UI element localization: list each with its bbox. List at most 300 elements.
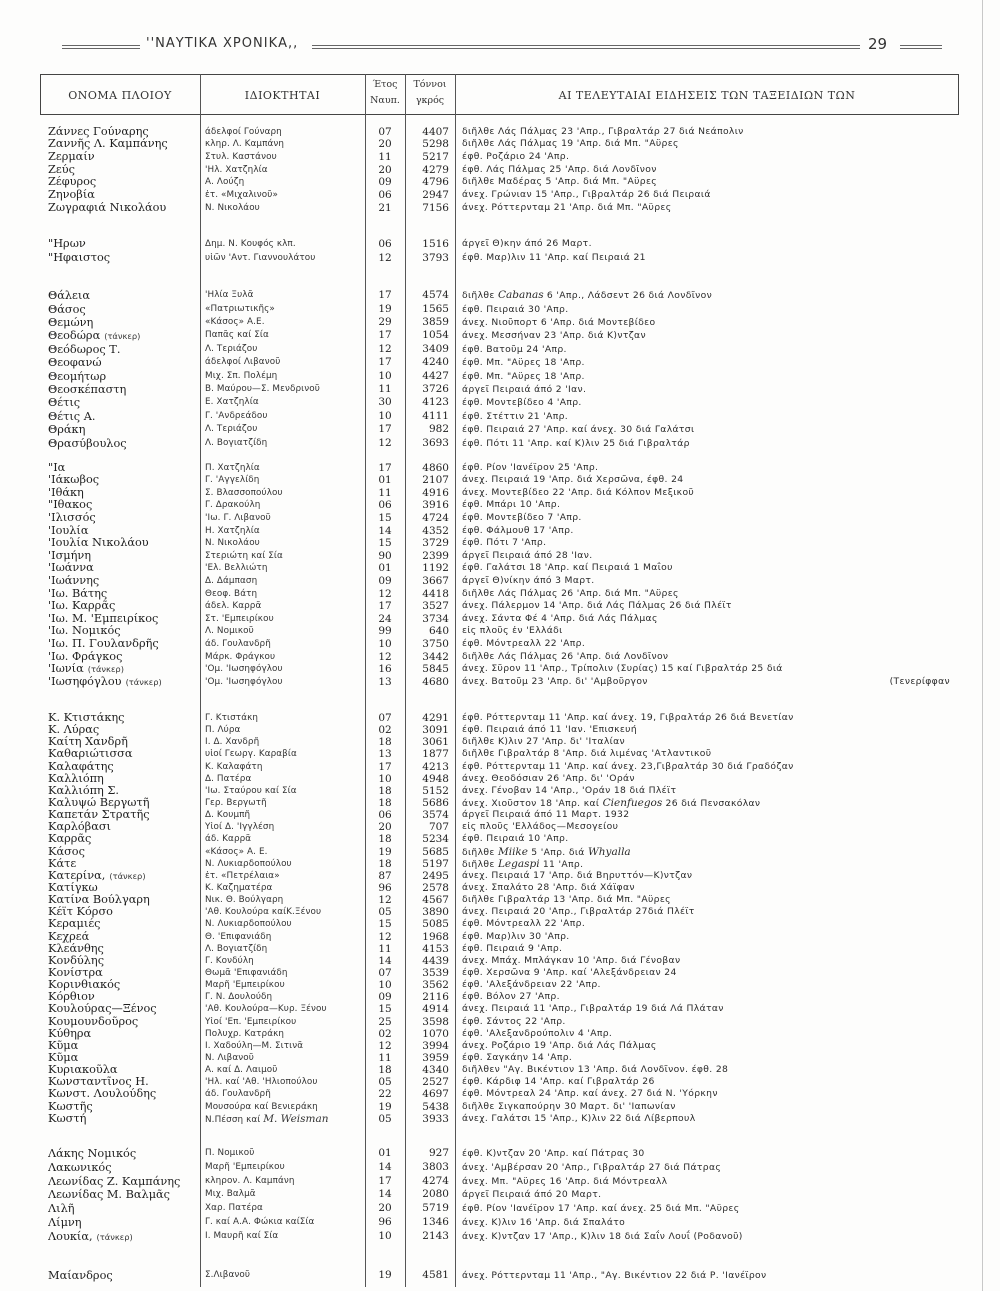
voyage-news-text: έφθ. Πειραιά 10 'Απρ.: [462, 833, 569, 845]
voyage-news-text: άργεῖ Θ)κην άπό 26 Μαρτ.: [462, 238, 592, 249]
gross-tonnage: 4291: [422, 712, 449, 724]
table-row: [0, 303, 1000, 316]
ship-name: [48, 289, 198, 302]
build-year: 96: [378, 881, 392, 894]
gross-tonnage: 2143: [422, 1229, 449, 1242]
gross-tonnage: 4916: [422, 486, 449, 499]
ship-name-text: Θεοφανώ: [48, 356, 102, 370]
voyage-news-text: έφθ. Πειραιά 9 'Απρ.: [462, 942, 563, 954]
voyage-news: [462, 1161, 958, 1175]
table-row: [0, 809, 1000, 821]
gross-tonnage: 3539: [422, 966, 449, 979]
table-row: [0, 474, 1000, 487]
owner: Γερ. Βεργωτῆ: [205, 797, 267, 808]
owner: 'Αθ. Κουλούρα—Κυρ. Ξένου: [205, 1004, 327, 1015]
voyage-news-text: άνεχ. Ρόττερνταμ 21 'Απρ. διά Μπ. "Αϋρες: [462, 201, 672, 213]
build-year: 12: [378, 252, 392, 264]
owner: Π. Νομικοῦ: [205, 1148, 255, 1158]
voyage-news: [462, 383, 958, 396]
gross-tonnage: 3562: [422, 979, 449, 992]
voyage-news: [462, 410, 958, 423]
build-year: 17: [378, 461, 392, 474]
table-row: [0, 1113, 1000, 1125]
gross-tonnage: 4111: [422, 409, 449, 422]
voyage-news: [462, 712, 958, 724]
voyage-news: [462, 894, 958, 906]
ship-name: [48, 356, 198, 369]
ship-name-text: 'Ιουλία Νικολάου: [48, 537, 149, 550]
gross-tonnage: 4418: [422, 587, 449, 600]
italic-term: Cienfuegos: [602, 796, 663, 809]
ship-name-text: Λεωνίδας Ζ. Καμπάνης: [48, 1174, 181, 1188]
ship-name-text: Ζέφυρος: [48, 176, 97, 189]
table-row: [0, 821, 1000, 833]
column-header-year-line2: Ναυπ.: [370, 95, 400, 106]
gross-tonnage: 5438: [422, 1100, 449, 1113]
build-year: 09: [378, 991, 392, 1004]
table-row: [0, 383, 1000, 396]
voyage-news-text: έφθ. Στέττιν 21 'Απρ.: [462, 410, 569, 422]
ship-name-text: Κ. Κτιστάκης: [48, 712, 125, 724]
ship-name-text: 'Ιάκωβος: [48, 474, 100, 487]
build-year: 19: [378, 1100, 392, 1113]
ship-name: [48, 1230, 198, 1244]
ship-name-text: Κουλούρας—Ξένος: [48, 1003, 157, 1016]
voyage-news-text: διῆλθε Σιγκαπούρην 30 Μαρτ. δι' 'Ιαπωνίαν: [462, 1100, 676, 1112]
owner: κληρον. Λ. Καμπάνη: [205, 1175, 295, 1186]
voyage-news-text: έφθ. Πειραιά 27 'Απρ. καί άνεχ. 30 διά Γαλάτσι: [462, 424, 695, 436]
gross-tonnage: 1565: [422, 302, 449, 315]
gross-tonnage: 4213: [422, 760, 449, 773]
table-row: [0, 164, 1000, 177]
voyage-news: [462, 1003, 958, 1015]
gross-tonnage: 3693: [422, 436, 449, 449]
table-row: [0, 785, 1000, 797]
table-row: [0, 1003, 1000, 1015]
ship-name-text: Κονδύλης: [48, 954, 105, 967]
table-row: [0, 423, 1000, 436]
voyage-news-text: έφθ. Ροζάριο 24 'Απρ.: [462, 151, 570, 163]
gross-tonnage: 3933: [422, 1112, 449, 1125]
gross-tonnage: 1516: [422, 238, 449, 250]
build-year: 07: [378, 712, 392, 724]
voyage-news-text: άνεχ. Νιοῦπορτ 6 'Απρ. διά Μοντεβίδεο: [462, 317, 656, 329]
ship-name: [48, 1028, 198, 1040]
voyage-news-text: εἰς πλοῦς 'Ελλάδος—Μεσογείου: [462, 821, 619, 833]
build-year: 06: [378, 238, 392, 250]
ship-name: [48, 437, 198, 450]
gross-tonnage: 3061: [422, 736, 449, 749]
table-row: [0, 562, 1000, 575]
ship-name: [48, 1064, 198, 1076]
ship-name: [48, 588, 198, 601]
ship-name-text: 'Ιωνία: [48, 663, 84, 676]
ship-name: [48, 1052, 198, 1064]
ship-name: [48, 1161, 198, 1175]
build-year: 18: [378, 1064, 392, 1077]
owner: Γ. Κτιστάκη: [205, 713, 259, 723]
ship-name: [48, 410, 198, 423]
table-row: [0, 991, 1000, 1003]
voyage-news: [462, 251, 958, 265]
gross-tonnage: 4407: [422, 125, 449, 138]
build-year: 12: [378, 1039, 392, 1052]
ship-name: [48, 676, 198, 689]
voyage-news: [462, 931, 958, 943]
voyage-news: [462, 588, 958, 601]
ship-name: [48, 748, 198, 760]
ship-name: [48, 237, 198, 251]
owner: Χαρ. Πατέρα: [205, 1203, 263, 1214]
owner: Υἱοί 'Επ. 'Εμπειρίκου: [205, 1016, 297, 1027]
build-year: 22: [378, 1088, 392, 1101]
voyage-news-text: άνεχ. Πειραιά 17 'Απρ. διά Βηρυττόν—Κ)ντζαν: [462, 869, 693, 881]
voyage-news-text: εἰς πλοῦς ἐν 'Ελλάδι: [462, 625, 563, 637]
build-year: 19: [378, 302, 392, 315]
build-year: 10: [378, 369, 392, 382]
voyage-news-text: άνεχ. Γρώνιαν 15 'Απρ., Γιβραλτάρ 26 διά Πειραιά: [462, 189, 711, 201]
ship-name-text: Ζεύς: [48, 163, 75, 176]
build-year: 09: [378, 575, 392, 588]
gross-tonnage: 927: [428, 1147, 449, 1159]
ship-name-text: Κάσος: [48, 845, 85, 858]
voyage-news-text: έφθ. Μαρ)λιν 30 'Απρ.: [462, 930, 570, 942]
voyage-news: [462, 797, 958, 809]
row-group: [0, 712, 1000, 1125]
ship-name: [48, 1101, 198, 1113]
build-year: 01: [378, 474, 392, 487]
voyage-news-text: άργεῖ Πειραιά άπό 2 'Ιαν.: [462, 384, 587, 396]
table-row: [0, 931, 1000, 943]
ship-name: [48, 797, 198, 809]
ship-name-text: Μαίανδρος: [48, 1268, 113, 1282]
voyage-news-text: άνεχ. Σάντα Φέ 4 'Απρ. διά Λάς Πάλμας: [462, 612, 658, 624]
gross-tonnage: 3667: [422, 575, 449, 588]
voyage-news: [462, 550, 958, 563]
build-year: 07: [378, 966, 392, 979]
voyage-news: [462, 918, 958, 930]
table-row: [0, 329, 1000, 342]
voyage-news: [462, 487, 958, 500]
ship-name-text: 'Ιω. Φράγκος: [48, 650, 123, 663]
voyage-news: [462, 1188, 958, 1202]
ship-name: [48, 383, 198, 396]
gross-tonnage: 3859: [422, 316, 449, 329]
ship-name: [48, 943, 198, 955]
gross-tonnage: 2495: [422, 869, 449, 882]
italic-term: Cabanas: [497, 289, 544, 302]
table-row: [0, 846, 1000, 858]
ship-name: [48, 550, 198, 563]
voyage-news-text: έφθ. Χερσῶνα 9 'Απρ. καί 'Αλεξάνδρειαν 24: [462, 966, 677, 978]
ship-name-text: Θεομήτωρ: [48, 369, 107, 383]
owner: Μαρῆ 'Εμπειρίκου: [205, 980, 285, 991]
owner: άδελφοί Λιβανοῦ: [205, 357, 281, 368]
build-year: 06: [378, 499, 392, 512]
owner: Γ. Δρακούλη: [205, 500, 261, 511]
ship-name-text: "Ηφαιστος: [48, 251, 111, 264]
voyage-news: [462, 1040, 958, 1052]
ship-name-text: Καπετάν Στρατῆς: [48, 809, 150, 822]
ship-name: [48, 1088, 198, 1100]
ship-name-text: Κόρθιον: [48, 991, 95, 1004]
gross-tonnage: 3527: [422, 600, 449, 613]
owner: Γ. Κονδύλη: [205, 955, 254, 966]
owner: 'Ηλ. καί 'Αθ. 'Ηλιοπούλου: [205, 1077, 318, 1088]
owner: Μαρῆ 'Εμπειρίκου: [205, 1161, 285, 1172]
owner: Πολυχρ. Κατράκη: [205, 1028, 285, 1039]
build-year: 20: [378, 821, 392, 834]
gross-tonnage: 3890: [422, 906, 449, 919]
ship-name: [48, 316, 198, 329]
table-row: [0, 575, 1000, 588]
table-row: [0, 525, 1000, 538]
gross-tonnage: 4340: [422, 1064, 449, 1077]
owner: 'Ομ. 'Ιωσηφόγλου: [205, 676, 283, 687]
table-row: [0, 918, 1000, 930]
build-year: 24: [378, 612, 392, 625]
build-year: 12: [378, 930, 392, 943]
owner: 'Ηλία Ξυλᾶ: [205, 290, 254, 301]
table-row: [0, 625, 1000, 638]
build-year: 25: [378, 1015, 392, 1028]
build-year: 18: [378, 736, 392, 749]
owner: Δημ. Ν. Κουφός κλπ.: [205, 239, 296, 249]
ship-name: [48, 785, 198, 797]
gross-tonnage: 2080: [422, 1188, 449, 1201]
ship-name-text: Λουκία,: [48, 1229, 93, 1243]
owner: Ν. Νικολάου: [205, 538, 260, 549]
ship-name-text: 'Ισμήνη: [48, 549, 92, 562]
ship-name-text: Θεμώνη: [48, 316, 94, 330]
table-row: [0, 600, 1000, 613]
owner: Σ. Βλασσοπούλου: [205, 487, 283, 498]
voyage-news: [462, 943, 958, 955]
ship-name-text: Κέϊτ Κόρσο: [48, 906, 113, 919]
voyage-news-text: διῆλθε Λάς Πάλμας 26 'Απρ. διά Μπ. "Αϋρες: [462, 587, 679, 599]
owner: Σ.Λιβανοῦ: [205, 1269, 251, 1280]
ship-name-text: Καλλιόπη: [48, 772, 104, 785]
ship-name: [48, 396, 198, 409]
voyage-news: [462, 1052, 958, 1064]
gross-tonnage: 2399: [422, 549, 449, 562]
voyage-news-text: έφθ. Μοντεβίδεο 4 'Απρ.: [462, 397, 582, 409]
owner: κληρ. Λ. Καμπάνη: [205, 139, 285, 150]
voyage-news-text: διῆλθε Λάς Πάλμας 26 'Απρ. διά Λονδῖνον: [462, 650, 669, 662]
voyage-news-text: άνεχ. Ροζάριο 19 'Απρ. διά Λάς Πάλμας: [462, 1039, 657, 1051]
gross-tonnage: 4860: [422, 461, 449, 474]
voyage-news: [462, 512, 958, 525]
voyage-news-text: άνεχ. Πειραιά 20 'Απρ., Γιβραλτάρ 27διά Πλέϊτ: [462, 906, 695, 918]
table-row: [0, 512, 1000, 525]
gross-tonnage: 3598: [422, 1015, 449, 1028]
voyage-news-text: διῆλθε Κ)λιν 27 'Απρ. δι' 'Ιταλίαν: [462, 736, 625, 748]
ship-name-text: "Ιθακος: [48, 499, 93, 512]
owner: Νικ. Θ. Βούλγαρη: [205, 895, 284, 906]
voyage-news: [462, 761, 958, 773]
build-year: 10: [378, 638, 392, 650]
voyage-news-text: διῆλθε Cabanas 6 'Απρ., Λάδσεντ 26 διά Λονδῖνον: [462, 289, 713, 302]
voyage-news-text: διῆλθε Λάς Πάλμας 23 'Απρ., Γιβραλτάρ 27 διά Νεάπολιν: [462, 125, 744, 137]
build-year: 15: [378, 537, 392, 550]
ship-name: [48, 955, 198, 967]
ship-name: [48, 202, 198, 215]
column-header-news: ΑΙ ΤΕΛΕΥΤΑΙΑΙ ΕΙΔΗΣΕΙΣ ΤΩΝ ΤΑΞΕΙΔΙΩΝ ΤΩΝ: [558, 89, 856, 102]
table-row: [0, 499, 1000, 512]
ship-name: [48, 537, 198, 550]
table-row: [0, 967, 1000, 979]
voyage-news-text: άνεχ. Χιοῦστον 18 'Απρ. καί Cienfuegos 26 διά Πενσακόλαν: [462, 796, 761, 809]
gross-tonnage: 4697: [422, 1088, 449, 1101]
owner: Γ. Ν. Δουλούδη: [205, 992, 273, 1003]
gross-tonnage: 3091: [422, 724, 449, 737]
gross-tonnage: 5685: [422, 845, 449, 858]
table-row: [0, 1188, 1000, 1202]
voyage-news-text: άνεχ. Γαλάτσι 15 'Απρ., Κ)λιν 22 διά Λίβερπουλ: [462, 1112, 696, 1124]
voyage-news: [462, 176, 958, 189]
ship-name-text: Θεόδωρος Τ.: [48, 342, 121, 356]
table-row: [0, 410, 1000, 423]
ship-type-tag: (τάνκερ): [87, 664, 124, 675]
owner: υἱοί Γεωργ. Καραβία: [205, 749, 297, 760]
gross-tonnage: 3442: [422, 650, 449, 663]
gross-tonnage: 982: [428, 423, 449, 436]
table-row: [0, 289, 1000, 302]
table-row: [0, 1064, 1000, 1076]
ship-name: [48, 833, 198, 845]
voyage-news-text: έφθ. Φάλμουθ 17 'Απρ.: [462, 524, 574, 536]
build-year: 17: [378, 289, 392, 302]
voyage-news: [462, 537, 958, 550]
voyage-news: [462, 1269, 958, 1282]
ship-name-text: Κεχρεά: [48, 930, 90, 943]
ship-name-text: Κονίστρα: [48, 966, 103, 979]
gross-tonnage: 5719: [422, 1202, 449, 1215]
build-year: 30: [378, 396, 392, 409]
owner: Π. Λύρα: [205, 725, 241, 736]
table-row: [0, 797, 1000, 809]
build-year: 12: [378, 342, 392, 355]
voyage-news-text: άνεχ. Μοντεβίδεο 22 'Απρ. διά Κόλπον Μεξικοῦ: [462, 486, 695, 498]
gross-tonnage: 2107: [422, 474, 449, 487]
ship-name-text: Λιλῆ: [48, 1202, 75, 1216]
build-year: 20: [378, 1202, 392, 1215]
voyage-news: [462, 625, 958, 638]
ship-name: [48, 967, 198, 979]
build-year: 06: [378, 809, 392, 822]
owner: Στ. 'Εμπειρίκου: [205, 613, 274, 624]
gross-tonnage: 1070: [422, 1027, 449, 1040]
gross-tonnage: 5217: [422, 151, 449, 164]
ship-name: [48, 487, 198, 500]
voyage-news: [462, 1175, 958, 1189]
voyage-news: [462, 423, 958, 436]
build-year: 18: [378, 784, 392, 797]
voyage-news-text: έφθ. Ρίον 'Ιανέϊρον 17 'Απρ. καί άνεχ. 25 διά Μπ. "Αϋρες: [462, 1203, 740, 1215]
voyage-news-text: έφθ. 'Αλεξάνδρειαν 22 'Απρ.: [462, 979, 601, 991]
ship-name-text: Καλλιόπη Σ.: [48, 784, 119, 797]
ship-name-text: Λίμνη: [48, 1215, 82, 1229]
ship-name-text: Καθαριώτισσα: [48, 748, 133, 761]
ship-name: [48, 1040, 198, 1052]
table-row: [0, 316, 1000, 329]
build-year: 13: [378, 675, 392, 688]
table-row: [0, 537, 1000, 550]
build-year: 11: [378, 151, 392, 164]
voyage-news: [462, 1076, 958, 1088]
ship-name-text: Κεραμιές: [48, 918, 101, 931]
owner: Στυλ. Καστάνου: [205, 152, 277, 163]
owner: 'Αθ. Κουλούρα καίΚ.Ξένου: [205, 907, 322, 918]
ship-name: [48, 625, 198, 638]
table-row: [0, 943, 1000, 955]
ship-name-text: Κῦμα: [48, 1051, 79, 1064]
build-year: 14: [378, 1188, 392, 1201]
gross-tonnage: 3803: [422, 1160, 449, 1173]
build-year: 20: [378, 138, 392, 151]
column-header-owner: ΙΔΙΟΚΤΗΤΑΙ: [244, 89, 321, 102]
voyage-news: [462, 967, 958, 979]
ship-name: [48, 712, 198, 724]
build-year: 20: [378, 163, 392, 176]
voyage-news-text: άνεχ. Κ)λιν 16 'Απρ. διά Σπαλάτο: [462, 1216, 626, 1228]
ship-name: [48, 906, 198, 918]
voyage-news: [462, 303, 958, 316]
ship-name: [48, 1175, 198, 1189]
voyage-news: [462, 676, 958, 689]
voyage-news-text: διῆλθεν "Αγ. Βικέντιον 13 'Απρ. διά Λονδῖνον. έφθ. 28: [462, 1064, 729, 1076]
table-row: [0, 1202, 1000, 1216]
gross-tonnage: 5085: [422, 918, 449, 931]
row-group: [0, 462, 1000, 689]
owner: Δ. Δάμπαση: [205, 576, 258, 587]
voyage-news: [462, 773, 958, 785]
voyage-news-text: έφθ. Βόλον 27 'Απρ.: [462, 991, 560, 1003]
owner: «Κάσος» Α.Ε.: [205, 317, 265, 328]
row-group: [0, 1147, 1000, 1244]
ship-name: [48, 1113, 198, 1125]
table-row: [0, 663, 1000, 676]
owner: Β. Μαύρου—Σ. Μενδρινοῦ: [205, 384, 320, 395]
table-row: [0, 1028, 1000, 1040]
owner: Γ. 'Αγγελίδη: [205, 475, 260, 486]
voyage-news: [462, 651, 958, 664]
voyage-news: [462, 356, 958, 369]
gross-tonnage: 4680: [422, 675, 449, 688]
ship-name-text: 'Ιω. Βάτης: [48, 587, 108, 600]
table-row: [0, 370, 1000, 383]
gross-tonnage: 2116: [422, 991, 449, 1004]
ship-name: [48, 1076, 198, 1088]
column-header-ship: ΟΝΟΜΑ ΠΛΟΙΟΥ: [68, 89, 172, 102]
ship-name-text: Ζωγραφιά Νικολάου: [48, 201, 167, 214]
owner: Ι. Χαδούλη—Μ. Σιτινᾶ: [205, 1040, 304, 1051]
owner: άδ. Καρρᾶ: [205, 834, 252, 845]
voyage-news-text: άνεχ. Σῦρον 11 'Απρ., Τρίπολιν (Συρίας) 15 καί Γιβραλτάρ 25 διά: [462, 663, 783, 675]
owner: 'Ηλ. Χατζηλία: [205, 164, 268, 175]
voyage-news-text: άνεχ. Κ)ντζαν 17 'Απρ., Κ)λιν 18 διά Σαΐν Λουΐ (Ροδανοῦ): [462, 1230, 743, 1242]
owner: 'Ιω. Σταύρου καί Σία: [205, 785, 297, 796]
build-year: 16: [378, 663, 392, 676]
voyage-news-text: έφθ. Μοντεβίδεο 7 'Απρ.: [462, 512, 582, 524]
table-row: [0, 1175, 1000, 1189]
voyage-news-text: έφθ. Λάς Πάλμας 25 'Απρ. διά Λονδῖνον: [462, 163, 657, 175]
row-group: [0, 237, 1000, 265]
owner: Μιχ. Βαλμᾶ: [205, 1189, 256, 1200]
ship-name: [48, 1188, 198, 1202]
table-row: [0, 748, 1000, 760]
ship-name-text: Κλεάνθης: [48, 942, 104, 955]
